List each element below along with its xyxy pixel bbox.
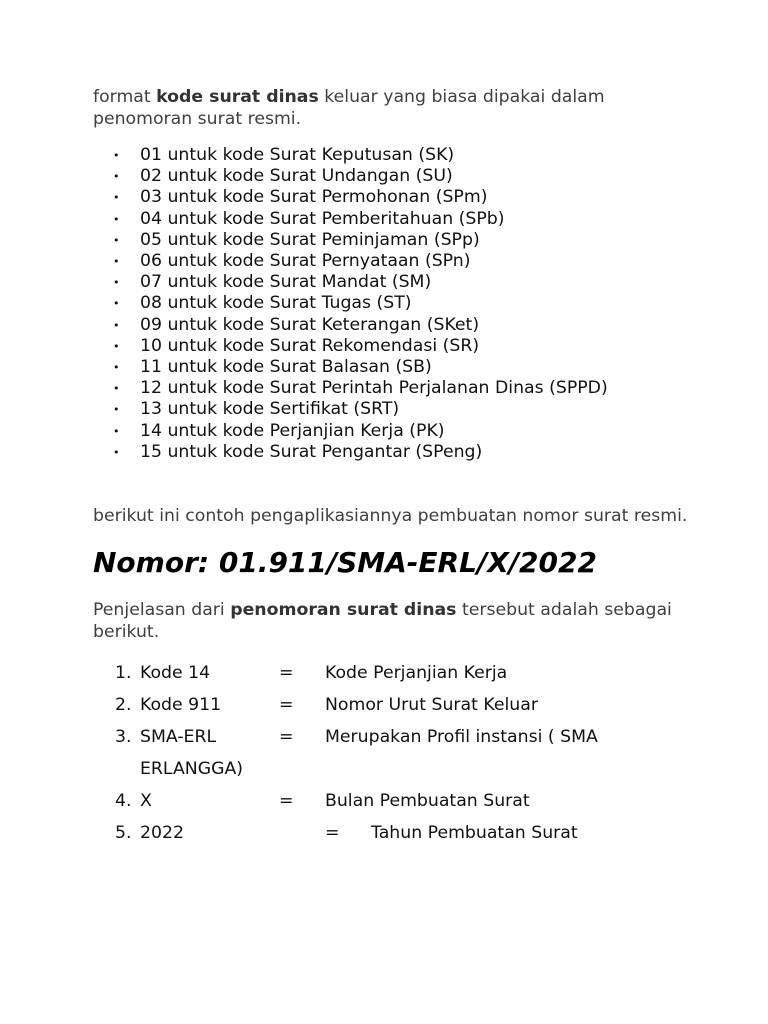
item-number: 2.: [115, 695, 132, 716]
explanation-list: [93, 657, 703, 849]
list-item: [93, 145, 703, 166]
item-term: Kode 14: [140, 663, 211, 684]
list-item-text: 04 untuk kode Surat Pemberitahuan (SPb): [140, 208, 505, 229]
list-item: [93, 230, 703, 251]
list-item: [93, 251, 703, 272]
bullet-icon: •: [113, 149, 120, 162]
list-item: [93, 272, 703, 293]
list-item-text: 15 untuk kode Surat Pengantar (SPeng): [140, 441, 483, 462]
document-page: [93, 86, 703, 849]
intro-prefix: format: [93, 87, 157, 107]
bullet-icon: •: [113, 382, 120, 396]
item-number: 5.: [115, 823, 132, 844]
list-item: [93, 421, 703, 442]
list-item-text: 01 untuk kode Surat Keputusan (SK): [140, 145, 455, 165]
bullet-icon: •: [113, 212, 120, 226]
explain-intro-paragraph: [93, 599, 703, 643]
item-term: 2022: [140, 823, 184, 844]
bullet-icon: •: [113, 233, 120, 247]
list-item-text: 03 untuk kode Surat Permohonan (SPm): [140, 187, 488, 208]
explain-intro-bold: penomoran surat dinas: [230, 600, 457, 621]
explanation-item: [93, 817, 703, 849]
bullet-icon: •: [113, 403, 120, 417]
bullet-icon: •: [113, 297, 120, 311]
list-item: [93, 378, 703, 399]
list-item-text: 05 untuk kode Surat Peminjaman (SPp): [140, 229, 480, 250]
equals-sign: =: [279, 695, 294, 716]
list-item: [93, 166, 703, 187]
equals-sign: =: [279, 791, 294, 812]
list-item-text: 02 untuk kode Surat Undangan (SU): [140, 166, 453, 187]
item-number: 3.: [115, 727, 132, 748]
item-term: X: [140, 791, 152, 812]
bullet-icon: •: [113, 445, 120, 459]
list-item: [93, 442, 703, 463]
explanation-item: [93, 721, 703, 785]
intro-paragraph: [93, 86, 703, 130]
explain-intro-prefix: Penjelasan dari: [93, 600, 231, 621]
intro-bold: kode surat dinas: [156, 87, 319, 107]
nomor-heading: Nomor: 01.911/SMA-ERL/X/2022: [93, 546, 597, 580]
item-description: Nomor Urut Surat Keluar: [325, 695, 538, 716]
bullet-icon: •: [113, 361, 120, 375]
explanation-item: [93, 785, 703, 817]
item-term: Kode 911: [140, 695, 222, 716]
list-item: [93, 209, 703, 230]
list-item-text: 11 untuk kode Surat Balasan (SB): [140, 357, 432, 378]
equals-sign: =: [279, 663, 294, 684]
explain-intro-suffix: tersebut adalah sebagai berikut.: [93, 600, 672, 643]
bullet-icon: •: [113, 191, 120, 205]
list-item-text: 12 untuk kode Surat Perintah Perjalanan Dinas (SPPD): [140, 378, 608, 399]
bullet-icon: •: [113, 170, 120, 184]
list-item: [93, 293, 703, 314]
item-description: Kode Perjanjian Kerja: [325, 663, 508, 684]
item-description: Merupakan Profil instansi ( SMA: [325, 727, 598, 748]
list-item-text: 09 untuk kode Surat Keterangan (SKet): [140, 314, 480, 335]
bullet-icon: •: [113, 424, 120, 438]
list-item-text: 14 untuk kode Perjanjian Kerja (PK): [140, 420, 445, 441]
bullet-icon: •: [113, 318, 120, 332]
list-item: [93, 336, 703, 357]
bullet-icon: •: [113, 255, 120, 269]
list-item: [93, 187, 703, 208]
bullet-icon: •: [113, 276, 120, 290]
item-description-continuation: ERLANGGA): [140, 759, 244, 780]
item-description: Bulan Pembuatan Surat: [325, 791, 530, 812]
code-list: [93, 145, 703, 463]
item-description: Tahun Pembuatan Surat: [371, 823, 578, 844]
item-number: 4.: [115, 791, 132, 812]
item-number: 1.: [115, 663, 132, 684]
list-item-text: 10 untuk kode Surat Rekomendasi (SR): [140, 335, 480, 356]
equals-sign: =: [279, 727, 294, 748]
list-item: [93, 357, 703, 378]
item-term: SMA-ERL: [140, 727, 217, 748]
list-item-text: 06 untuk kode Surat Pernyataan (SPn): [140, 251, 471, 272]
explanation-item: [93, 657, 703, 689]
explanation-item: [93, 689, 703, 721]
equals-sign: =: [325, 823, 340, 844]
bullet-icon: •: [113, 339, 120, 353]
list-item: [93, 315, 703, 336]
list-item: [93, 399, 703, 420]
intro-suffix: keluar yang biasa dipakai dalam penomoran surat resmi.: [93, 87, 605, 129]
list-item-text: 13 untuk kode Sertifikat (SRT): [140, 399, 400, 420]
example-intro-paragraph: berikut ini contoh pengaplikasiannya pembuatan nomor surat resmi.: [93, 506, 688, 527]
list-item-text: 08 untuk kode Surat Tugas (ST): [140, 293, 412, 314]
list-item-text: 07 untuk kode Surat Mandat (SM): [140, 272, 432, 293]
